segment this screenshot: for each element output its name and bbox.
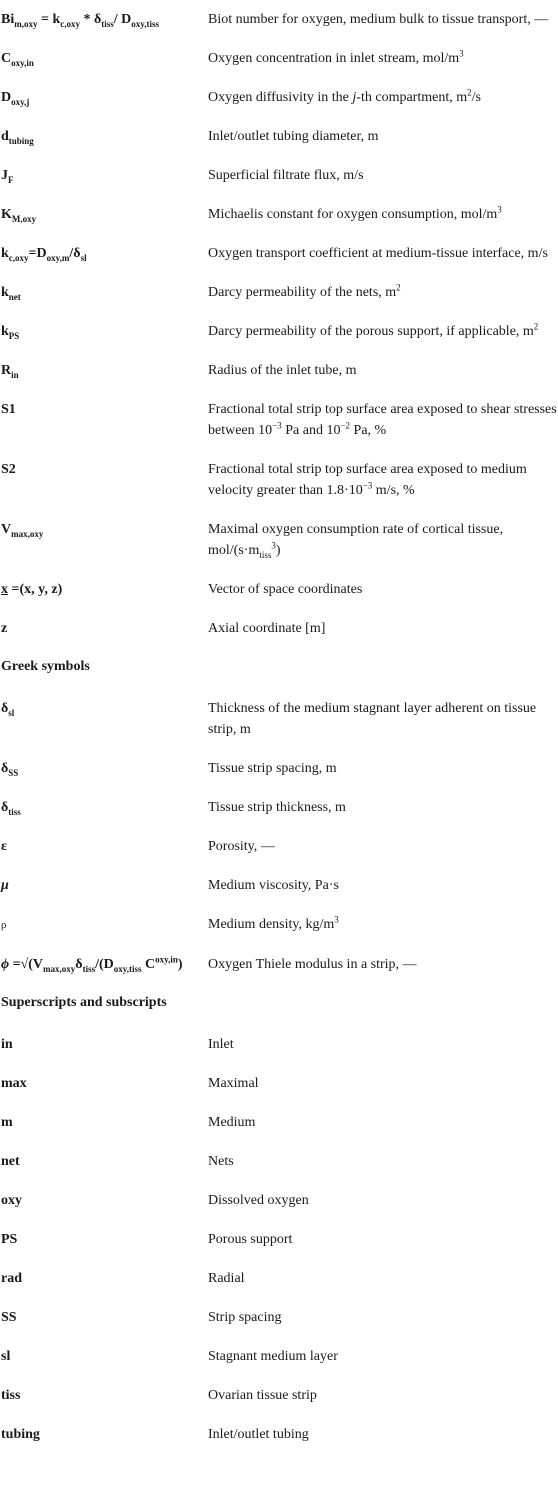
definition: Thickness of the medium stagnant layer adherent on tissue strip, m <box>208 701 537 737</box>
definition: Axial coordinate [m] <box>208 621 326 636</box>
symbol: m <box>1 1115 13 1130</box>
symbol: tubing <box>1 1427 40 1442</box>
definition: Inlet/outlet tubing diameter, m <box>208 129 379 144</box>
definition: Oxygen Thiele modulus in a strip, — <box>208 957 417 972</box>
symbol: x =(x, y, z) <box>1 582 63 597</box>
definition: Oxygen transport coefficient at medium-tissue interface, m/s <box>208 246 548 261</box>
nomenclature-row <box>0 570 558 609</box>
definition: Michaelis constant for oxygen consumption, mol/$m^3$ <box>208 204 502 222</box>
symbol: $\delta_{SS}$ <box>1 761 19 778</box>
nomenclature-group-sub <box>0 1025 558 1454</box>
symbol: max <box>1 1076 27 1091</box>
definition: Medium density, $kg/m^3$ <box>208 914 339 932</box>
nomenclature-group-greek <box>0 689 558 984</box>
symbol: $\phi =√(V_{max,oxy}\delta_{tiss}/(D_{oxy,tiss}$ $C^{oxy,in}$) <box>1 954 183 974</box>
symbol: net <box>1 1154 20 1169</box>
symbol: S1 <box>1 402 16 417</box>
nomenclature-row <box>0 1142 558 1181</box>
definition: Inlet/outlet tubing <box>208 1427 309 1442</box>
nomenclature-row <box>0 905 558 945</box>
symbol: rad <box>1 1271 22 1286</box>
symbol: PS <box>1 1232 18 1247</box>
nomenclature-row <box>0 788 558 827</box>
symbol: tiss <box>1 1388 21 1403</box>
nomenclature-row <box>0 78 558 117</box>
definition: Ovarian tissue strip <box>208 1388 317 1403</box>
nomenclature-row <box>0 450 558 510</box>
nomenclature-row <box>0 866 558 905</box>
symbol: $\delta_{sl}$ <box>1 701 15 718</box>
definition: Tissue strip thickness, m <box>208 800 346 815</box>
nomenclature-row <box>0 234 558 273</box>
nomenclature-row <box>0 273 558 312</box>
symbol: in <box>1 1037 13 1052</box>
nomenclature-row <box>0 1415 558 1454</box>
symbol: $Bi_{m,oxy} = k_{c,oxy} * \delta_{tiss}/$ $D_{oxy,tiss}$ <box>1 12 160 29</box>
symbol: sl <box>1 1349 11 1364</box>
nomenclature-row <box>0 117 558 156</box>
definition: Oxygen concentration in inlet stream, mol/$m^3$ <box>208 48 464 66</box>
symbol: $R_{in}$ <box>1 363 19 380</box>
symbol: ε <box>1 839 7 854</box>
nomenclature-row <box>0 1337 558 1376</box>
nomenclature-row <box>0 39 558 78</box>
nomenclature-row <box>0 749 558 788</box>
symbol: S2 <box>1 462 16 477</box>
nomenclature-row <box>0 1064 558 1103</box>
symbol: ρ <box>1 919 7 931</box>
symbol: $J_F$ <box>1 168 14 185</box>
nomenclature-row <box>0 945 558 984</box>
definition: Stagnant medium layer <box>208 1349 338 1364</box>
definition: Fractional total strip top surface area exposed to shear stresses between $10^{-3}$ Pa and $10^{-2}$ Pa, % <box>208 402 557 438</box>
symbol: z <box>1 621 8 636</box>
definition: Nets <box>208 1154 234 1169</box>
symbol: $C_{oxy,in}$ <box>1 51 34 68</box>
nomenclature-row <box>0 1220 558 1259</box>
nomenclature-group-main <box>0 0 558 648</box>
nomenclature-row <box>0 1025 558 1064</box>
definition: Superficial filtrate flux, m/s <box>208 168 364 183</box>
nomenclature-row <box>0 510 558 570</box>
definition: Porosity, — <box>208 839 275 854</box>
definition: Radial <box>208 1271 245 1286</box>
definition: Tissue strip spacing, m <box>208 761 337 776</box>
nomenclature-row <box>0 1298 558 1337</box>
definition: Medium <box>208 1115 256 1130</box>
definition: Fractional total strip top surface area exposed to medium velocity greater than $1.8\cdot 10^{-3}$ m/s, % <box>208 462 527 498</box>
definition: Radius of the inlet tube, m <box>208 363 357 378</box>
definition: Inlet <box>208 1037 234 1052</box>
nomenclature-row <box>0 1259 558 1298</box>
symbol: oxy <box>1 1193 22 1208</box>
definition: Maximal oxygen consumption rate of cortical tissue, mol/$(s\cdot m_{tiss}^3)$ <box>208 522 504 560</box>
nomenclature-row <box>0 609 558 648</box>
section-heading-sub: Superscripts and subscripts <box>1 995 167 1010</box>
symbol: $d_{tubing}$ <box>1 129 34 146</box>
symbol: μ <box>1 878 9 893</box>
definition: Maximal <box>208 1076 259 1091</box>
symbol: $K_{M,oxy}$ <box>1 207 37 224</box>
nomenclature-row <box>0 1103 558 1142</box>
nomenclature-row <box>0 827 558 866</box>
definition: Porous support <box>208 1232 293 1247</box>
nomenclature-row <box>0 1376 558 1415</box>
symbol: $k_{c,oxy}=D_{oxy,m}/\delta_{sl}$ <box>1 246 87 263</box>
symbol: $V_{max,oxy}$ <box>1 522 44 539</box>
symbol: $\delta_{tiss}$ <box>1 800 21 817</box>
symbol: SS <box>1 1310 17 1325</box>
symbol: $D_{oxy,j}$ <box>1 90 30 107</box>
definition: Dissolved oxygen <box>208 1193 309 1208</box>
definition: Oxygen diffusivity in the j-th compartment, $m^2/s$ <box>208 87 481 105</box>
nomenclature-row <box>0 0 558 39</box>
definition: Biot number for oxygen, medium bulk to tissue transport, — <box>208 12 549 27</box>
symbol: $k_{PS}$ <box>1 324 20 341</box>
nomenclature-row <box>0 195 558 234</box>
nomenclature-row <box>0 390 558 450</box>
definition: Strip spacing <box>208 1310 282 1325</box>
definition: Vector of space coordinates <box>208 582 363 597</box>
nomenclature-row <box>0 312 558 351</box>
nomenclature-row <box>0 351 558 390</box>
symbol: $k_{net}$ <box>1 285 21 302</box>
nomenclature-row <box>0 156 558 195</box>
section-heading-greek: Greek symbols <box>1 659 90 674</box>
nomenclature-row <box>0 689 558 749</box>
definition: Darcy permeability of the porous support, if applicable, $m^2$ <box>208 321 539 339</box>
definition: Medium viscosity, Pa·s <box>208 878 339 893</box>
definition: Darcy permeability of the nets, $m^2$ <box>208 282 401 300</box>
nomenclature-row <box>0 1181 558 1220</box>
